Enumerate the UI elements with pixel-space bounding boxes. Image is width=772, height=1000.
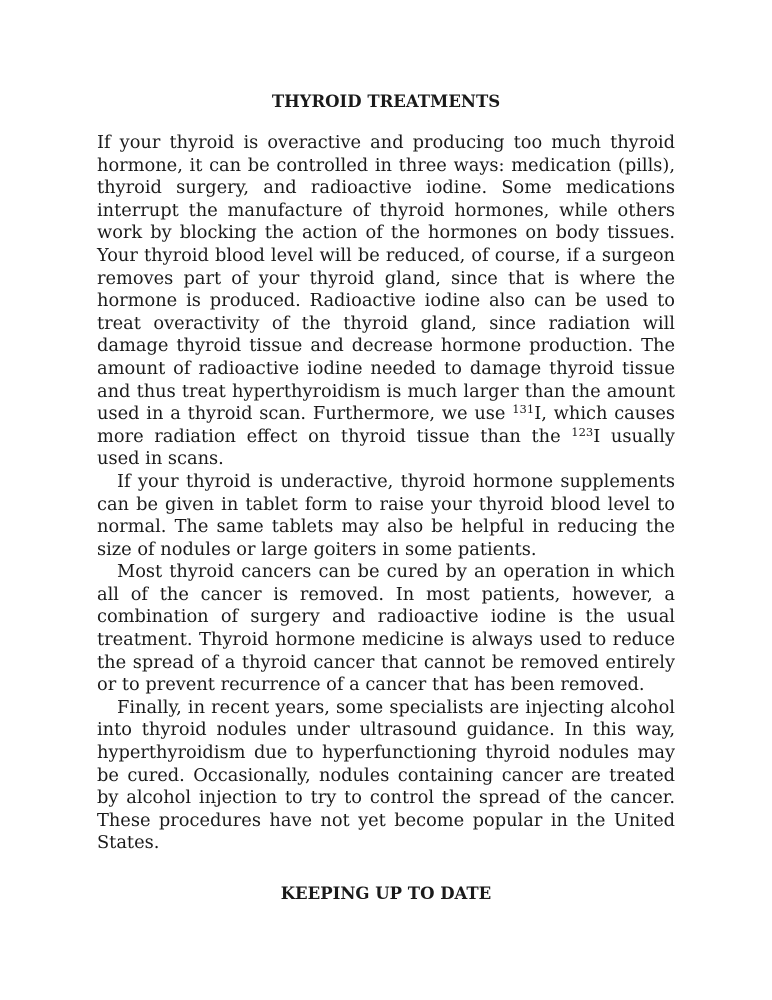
section-heading-thyroid-treatments: THYROID TREATMENTS [271,92,501,111]
isotope-superscript-123: 123 [571,424,594,439]
paragraph-thyroid-cancers: Most thyroid cancers can be cured by an operation in which all of the cancer is removed. In most patients, however, a combination of surgery and radioactive iodine is the usual treatment. Thyroid hormone medicine is always used to reduce the spread of a thyroid cancer that cannot be removed entirely or to prevent recurrence of a cancer that has been removed. [97,561,675,696]
document-page [97,88,675,924]
paragraph-text: I, which causes more radiation effect on thyroid tissue than the [97,403,675,447]
section-heading-keeping-up-to-date: KEEPING UP TO DATE [280,884,492,903]
paragraph-overactive-thyroid [97,132,675,471]
isotope-superscript-131: 131 [512,402,535,417]
paragraph-text: I usually used in scans. [97,425,675,470]
paragraph-alcohol-injection: Finally, in recent years, some specialists are injecting alcohol into thyroid nodules under ultrasound guidance. In this way, hyperthyroidism due to hyperfunctioning thyroid nodules may be cured. Occasionally, nodules containing cancer are treated by alcohol injection to try to control the spread of the cancer. These procedures have not yet become popular in the United States. [97,696,675,854]
paragraph-text: If your thyroid is overactive and producing too much thyroid hormone, it can be controlled in three ways: medication (pills), thyroid surgery, and radioactive iodine. Some medications interrupt the manufacture of thyroid hormones, while others work by blocking the action of the hormones on body tissues. Your thyroid blood level will be reduced, of course, if a surgeon removes part of your thyroid gland, since that is where the hormone is produced. Radioactive iodine also can be used to treat overactivity of the thyroid gland, since radiation will damage thyroid tissue and decrease hormone production. The amount of radioactive iodine needed to damage thyroid tissue and thus treat hyperthyroidism is much larger than the amount used in a thyroid scan. Furthermore, we use [97,132,675,425]
paragraph-underactive-thyroid: If your thyroid is underactive, thyroid hormone supplements can be given in tablet form to raise your thyroid blood level to normal. The same tablets may also be helpful in reducing the size of nodules or large goiters in some patients. [97,470,675,560]
